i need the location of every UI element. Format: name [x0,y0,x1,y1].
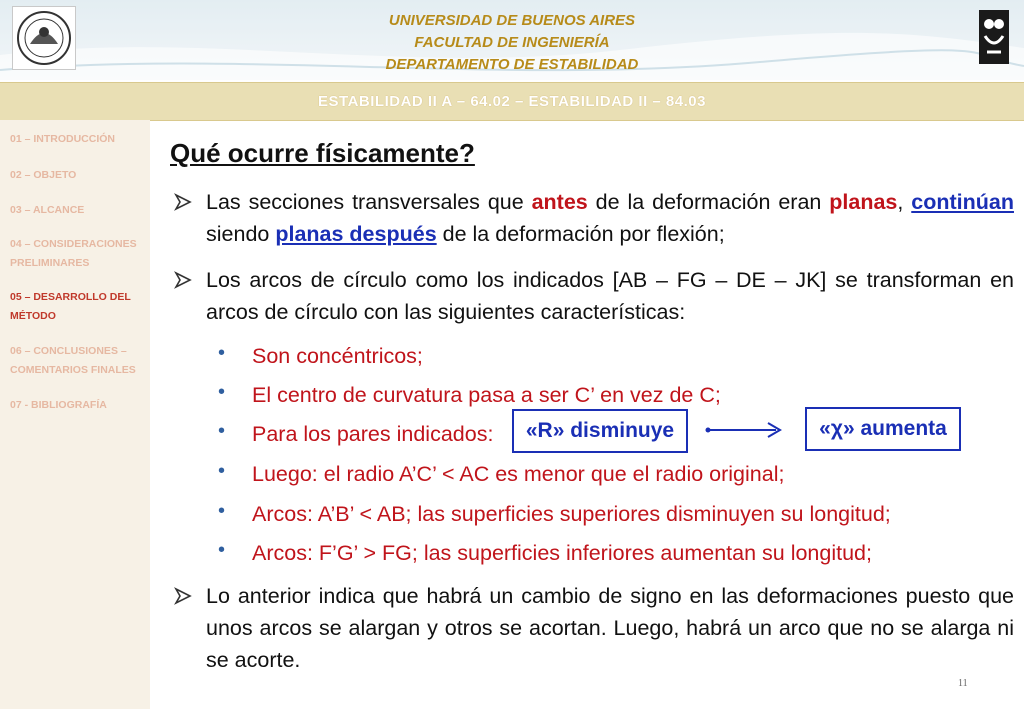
p1-text-a: Las secciones transversales que [206,190,532,214]
slide-title: Qué ocurre físicamente? [170,138,475,168]
right-arrow-icon [704,420,784,440]
faculty-name: FACULTAD DE INGENIERÍA [414,34,610,51]
sidebar-item-alcance[interactable]: 03 – ALCANCE [10,204,85,216]
slide-content [150,120,1024,709]
paragraph-2: Los arcos de círculo como los indicados [AB – FG – DE – JK] se transforman en arcos de círculo con las siguientes características: [206,268,1014,324]
bullet-dot: • [218,342,226,364]
institution-heading [300,10,724,76]
arrow-bullet-icon [174,587,192,605]
p1-antes: antes [531,190,588,214]
sidebar-item-desarrollo[interactable]: 05 – DESARROLLO DEL MÉTODO [10,291,131,322]
arrow-bullet-icon [174,271,192,289]
p1-text-g: siendo [206,222,276,246]
bullet-arcos-superiores: Arcos: A’B’ < AB; las superficies superiores disminuyen su longitud; [252,502,891,526]
course-title: ESTABILIDAD II A – 64.02 – ESTABILIDAD II – 84.03 [318,93,706,110]
bullet-dot: • [218,539,226,561]
university-seal-logo [12,6,76,70]
bullet-dot: • [218,420,226,442]
sidebar-item-bibliografia[interactable]: 07 - BIBLIOGRAFÍA [10,399,107,411]
bullet-centro-curvatura: El centro de curvatura pasa a ser C’ en vez de C; [252,383,721,407]
p1-text-c: de la deformación eran [587,190,830,214]
bullet-pares: Para los pares indicados: [252,422,494,446]
arrow-bullet-icon [174,193,192,211]
p1-continuan: continúan [911,190,1014,214]
sidebar-nav [0,120,150,709]
bullet-radio: Luego: el radio A’C’ < AC es menor que el radio original; [252,462,785,486]
faculty-logo [976,6,1012,66]
sidebar-item-introduccion[interactable]: 01 – INTRODUCCIÓN [10,133,116,145]
sidebar-item-consideraciones[interactable]: 04 – CONSIDERACIONES PRELIMINARES [10,238,137,269]
p1-text-e: , [897,190,912,214]
box-chi-aumenta: «χ» aumenta [805,407,961,451]
p1-planas-despues: planas después [275,222,437,246]
p1-planas: planas [829,190,898,214]
bullet-dot: • [218,500,226,522]
p1-text-i: de la deformación por flexión; [436,222,725,246]
university-name: UNIVERSIDAD DE BUENOS AIRES [388,12,636,29]
sidebar-item-conclusiones[interactable]: 06 – CONCLUSIONES – COMENTARIOS FINALES [10,345,136,376]
sidebar-item-objeto[interactable]: 02 – OBJETO [10,169,77,181]
box-r-disminuye: «R» disminuye [512,409,688,453]
bullet-concentricos: Son concéntricos; [252,344,423,368]
course-bar [0,82,1024,121]
bullet-dot: • [218,381,226,403]
paragraph-3: Lo anterior indica que habrá un cambio de signo en las deformaciones puesto que unos arcos se alargan y otros se acortan. Luego, habrá un arco que no se alarga ni se acorte. [206,584,1014,672]
paragraph-1 [206,186,1014,250]
bullet-dot: • [218,460,226,482]
department-name: DEPARTAMENTO DE ESTABILIDAD [385,56,639,73]
bullet-arcos-inferiores: Arcos: F’G’ > FG; las superficies inferiores aumentan su longitud; [252,541,872,565]
page-number: 11 [958,678,968,689]
